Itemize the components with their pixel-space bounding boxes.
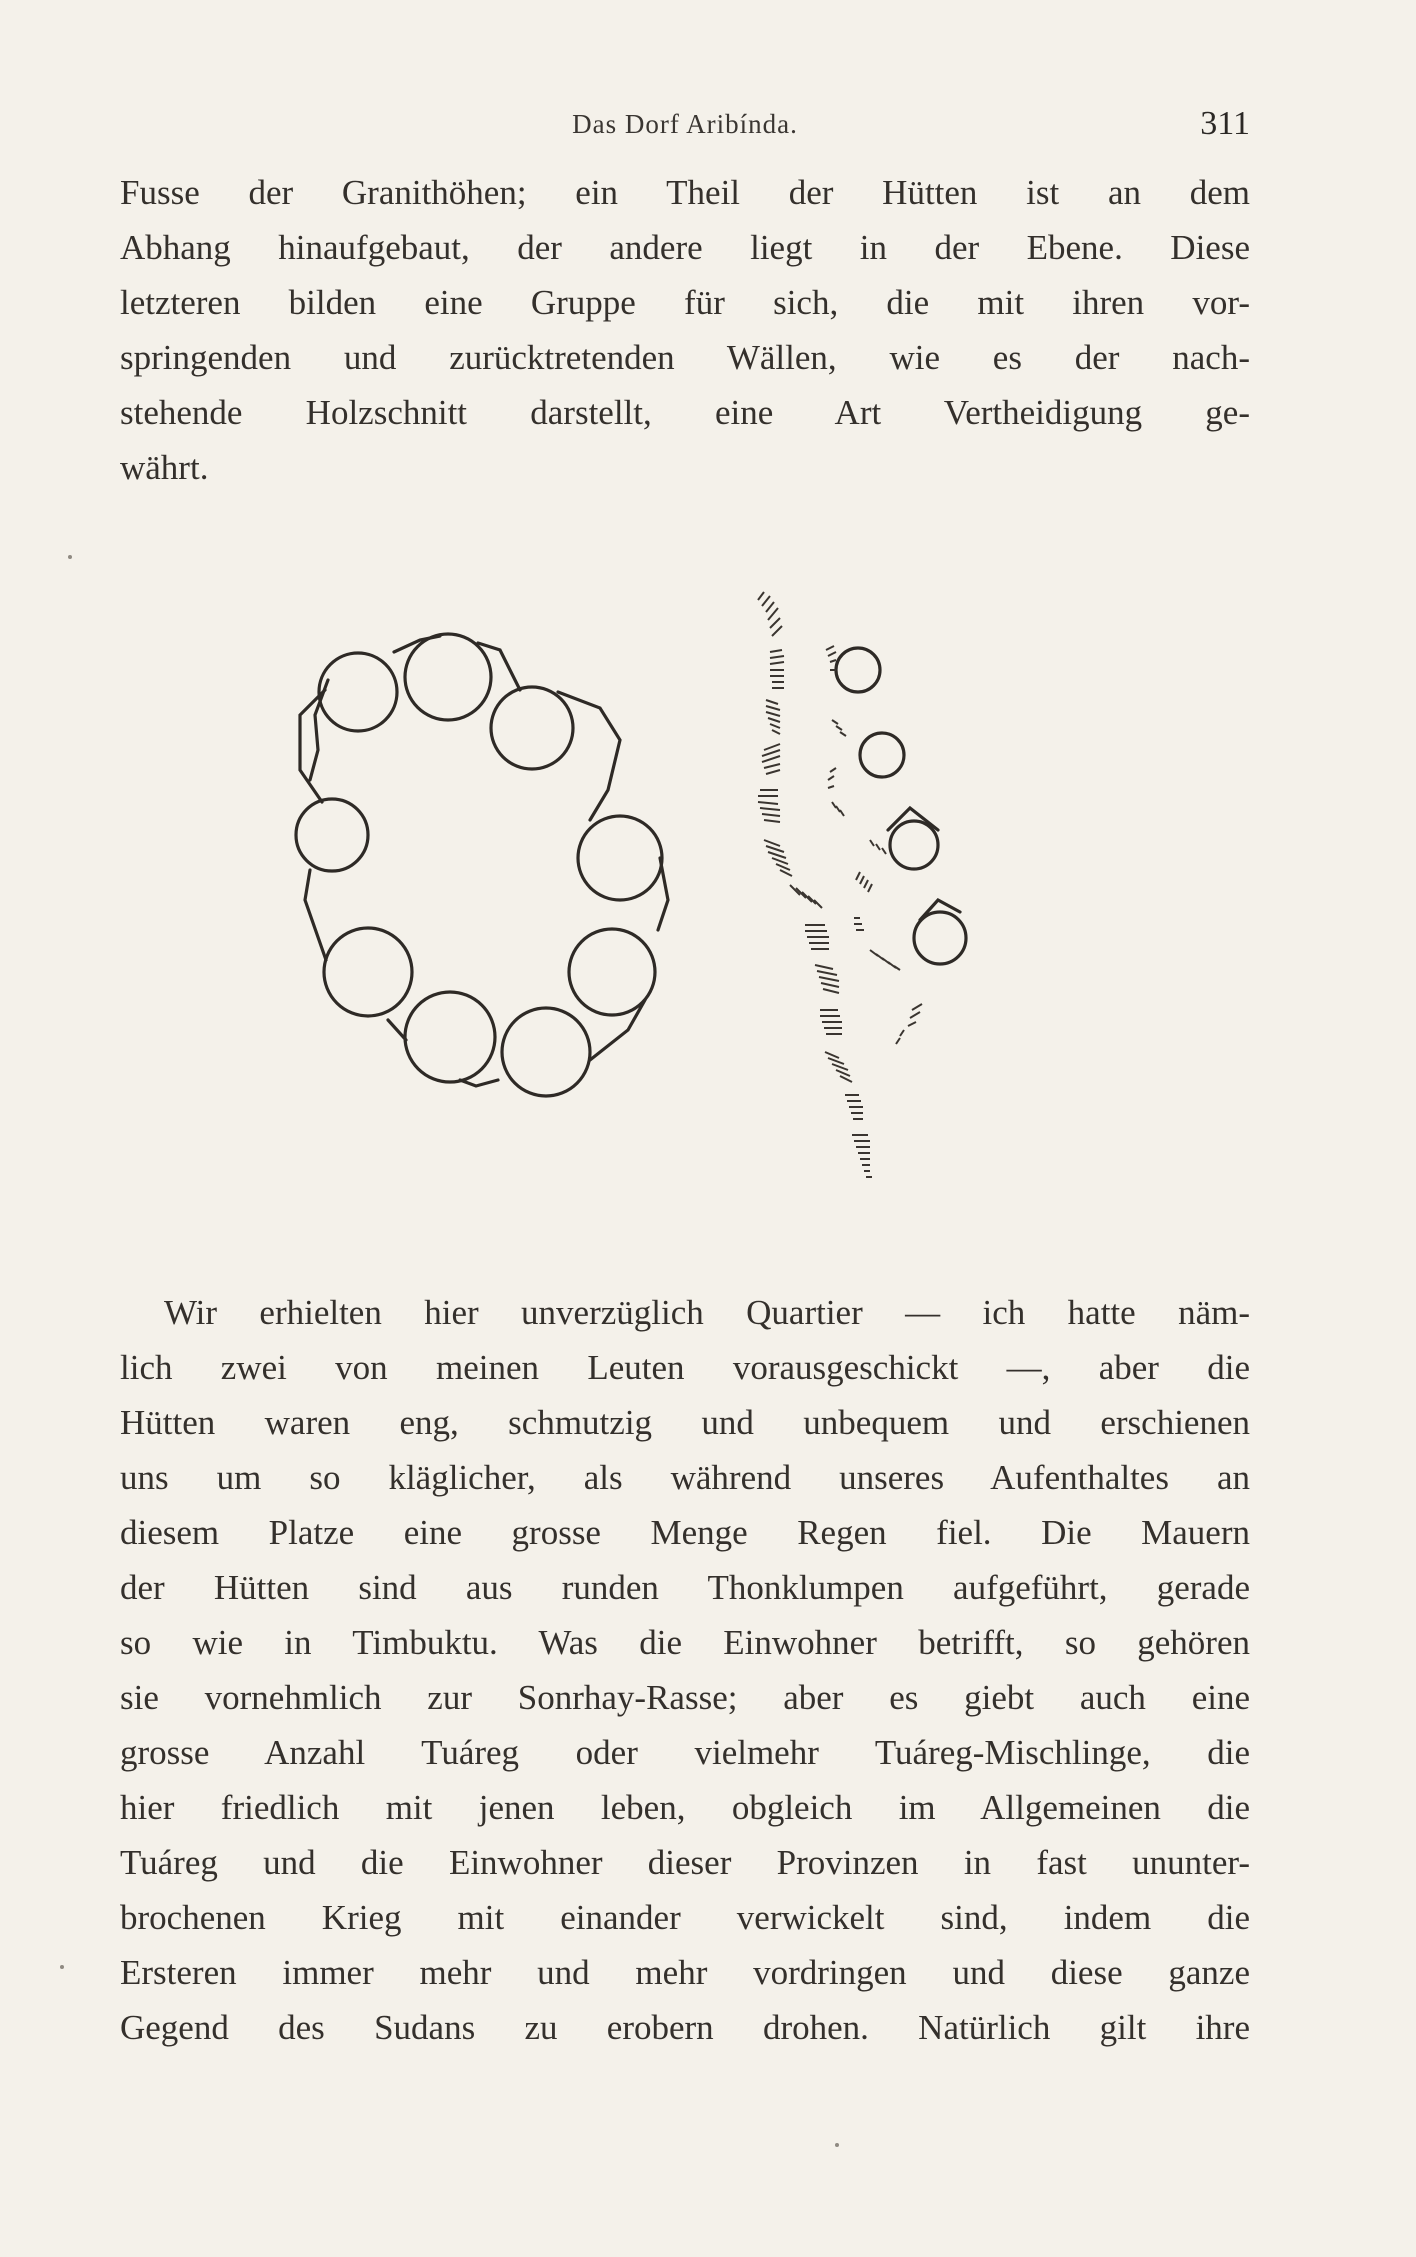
paragraph-top: [120, 165, 1250, 495]
running-title: Das Dorf Aribínda.: [572, 109, 798, 139]
hut-circle: [296, 799, 368, 871]
text-line: so wie in Timbuktu. Was die Einwohner betrifft, so gehören: [120, 1623, 1250, 1662]
running-head: [120, 105, 1250, 145]
hut-enclosure: [296, 634, 668, 1096]
paper-speck: [835, 2143, 839, 2147]
paper-speck: [60, 1965, 64, 1969]
paragraph-bottom: [120, 1285, 1250, 2055]
text-line: diesem Platze eine grosse Menge Regen fiel. Die Mauern: [120, 1513, 1250, 1552]
text-line: Tuáreg und die Einwohner dieser Provinzen in fast ununter-: [120, 1843, 1250, 1882]
text-line: lich zwei von meinen Leuten vorausgeschickt —, aber die: [120, 1348, 1250, 1387]
hut-circle: [502, 1008, 590, 1096]
hut-circle: [836, 648, 880, 692]
text-line: stehende Holzschnitt darstellt, eine Art Vertheidigung ge-: [120, 393, 1250, 432]
text-line: brochenen Krieg mit einander verwickelt sind, indem die: [120, 1898, 1250, 1937]
text-line: springenden und zurücktretenden Wällen, wie es der nach-: [120, 338, 1250, 377]
text-line: grosse Anzahl Tuáreg oder vielmehr Tuáreg-Mischlinge, die: [120, 1733, 1250, 1772]
hut-circle: [324, 928, 412, 1016]
hut-circle: [860, 733, 904, 777]
text-line: Gegend des Sudans zu erobern drohen. Natürlich gilt ihre: [120, 2008, 1250, 2047]
text-line: währt.: [120, 448, 209, 487]
text-line: Abhang hinaufgebaut, der andere liegt in der Ebene. Diese: [120, 228, 1250, 267]
text-line: Ersteren immer mehr und mehr vordringen und diese ganze: [120, 1953, 1250, 1992]
text-line: Fusse der Granithöhen; ein Theil der Hütten ist an dem: [120, 173, 1250, 212]
text-line: der Hütten sind aus runden Thonklumpen aufgeführt, gerade: [120, 1568, 1250, 1607]
hut-circle: [405, 992, 495, 1082]
woodcut-figure: [270, 540, 1170, 1260]
hillside-huts: [836, 648, 966, 964]
hut-circle: [491, 687, 573, 769]
text-line: sie vornehmlich zur Sonrhay-Rasse; aber es giebt auch eine: [120, 1678, 1250, 1717]
woodcut-village-plan-icon: [270, 540, 1170, 1260]
hut-circle: [405, 634, 491, 720]
text-line: letzteren bilden eine Gruppe für sich, die mit ihren vor-: [120, 283, 1250, 322]
page-number: 311: [1200, 105, 1250, 142]
text-line: uns um so kläglicher, als während unseres Aufenthaltes an: [120, 1458, 1250, 1497]
text-line: Hütten waren eng, schmutzig und unbequem und erschienen: [120, 1403, 1250, 1442]
hut-circle: [890, 821, 938, 869]
text-line: hier friedlich mit jenen leben, obgleich im Allgemeinen die: [120, 1788, 1250, 1827]
text-line: Wir erhielten hier unverzüglich Quartier — ich hatte näm-: [164, 1293, 1250, 1332]
paper-speck: [68, 555, 72, 559]
hut-circle: [578, 816, 662, 900]
hut-circle: [319, 653, 397, 731]
